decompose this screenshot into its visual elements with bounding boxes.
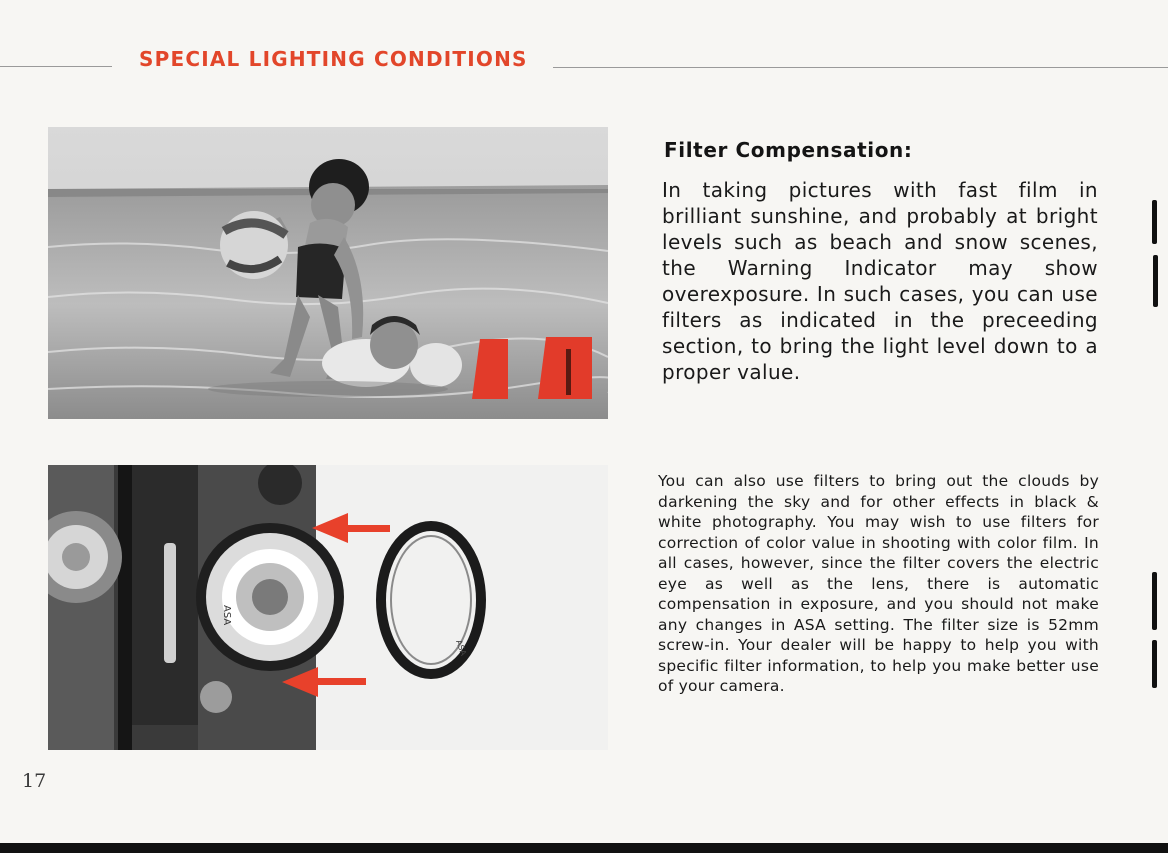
header-rule-right xyxy=(553,67,1168,68)
binding-mark xyxy=(1152,200,1157,244)
camera-filter-photo xyxy=(48,465,608,750)
binding-mark xyxy=(1152,640,1157,688)
filter-ring-label: ASA xyxy=(454,638,469,657)
paragraph-filter-usage: You can also use filters to bring out the clouds by darkening the sky and for other effects in black & white photography. You may wish to use filters for correction of color value in shooting with color film. In all cases, however, since the filter covers the electric eye as well as the lens, there is automatic compensation in exposure, and you should not make any changes in ASA setting. The filter size is 52mm screw-in. Your dealer will be happy to help you with specific filter information, to help you make better use of your camera. xyxy=(658,472,1099,695)
binding-mark xyxy=(1153,255,1158,307)
page-number: 17 xyxy=(22,770,47,792)
paragraph-overexposure: In taking pictures with fast film in brilliant sunshine, and probably at bright levels such as beach and snow scenes, the Warning Indicator may show overexposure. In such cases, you can use filters as indicated in the preceeding section, to bring the light level down to a proper value. xyxy=(662,178,1098,384)
beach-photo xyxy=(48,127,608,419)
beach-ball xyxy=(220,211,288,279)
section-title: SPECIAL LIGHTING CONDITIONS xyxy=(139,47,528,71)
subheading-filter-compensation: Filter Compensation: xyxy=(664,138,913,162)
binding-mark xyxy=(1152,572,1157,630)
header-rule-left xyxy=(0,66,112,67)
page-bottom-edge xyxy=(0,843,1168,853)
asa-dial-label: ASA xyxy=(221,605,232,626)
